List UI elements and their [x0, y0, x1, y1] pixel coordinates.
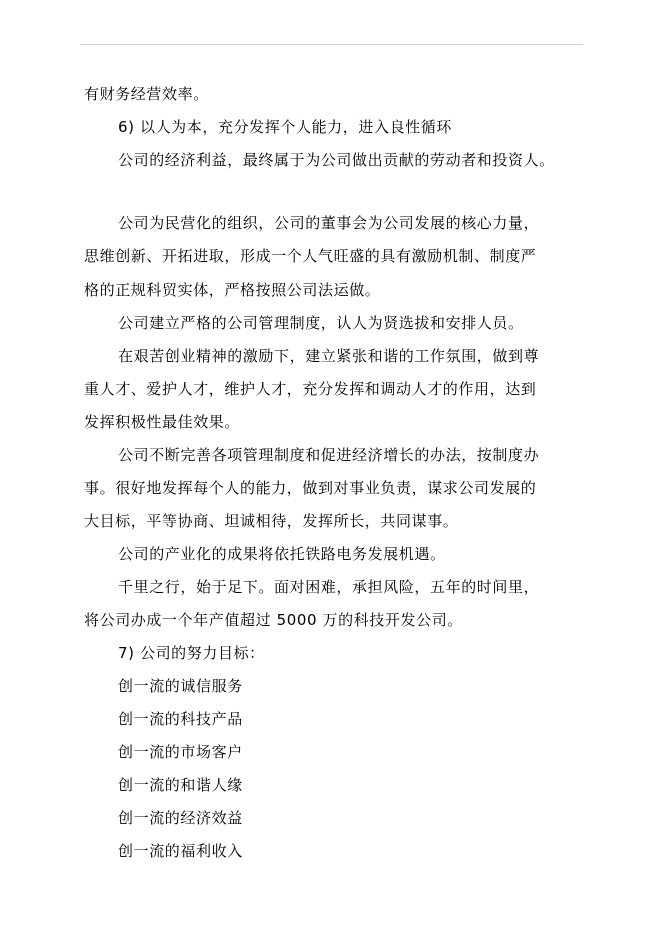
text-line-23: 创一流的福利收入: [118, 842, 243, 860]
header-rule: [80, 44, 583, 45]
text-line-6: 格的正规科贸实体，严格按照公司法运做。: [84, 281, 381, 299]
text-line-15: 千里之行，始于足下。面对困难，承担风险，五年的时间里，: [118, 578, 540, 596]
text-line-1: 有财务经营效率。: [84, 85, 209, 103]
text-line-14: 公司的产业化的成果将依托铁路电务发展机遇。: [118, 545, 446, 563]
text-line-3: 公司的经济利益，最终属于为公司做出贡献的劳动者和投资人。: [118, 151, 555, 169]
text-line-22: 创一流的经济效益: [118, 809, 243, 827]
text-line-8: 在艰苦创业精神的激励下，建立紧张和谐的工作氛围，做到尊: [118, 347, 540, 365]
text-line-2: 6) 以人为本，充分发挥个人能力，进入良性循环: [118, 118, 452, 136]
text-line-21: 创一流的和谐人缘: [118, 776, 243, 794]
text-line-7: 公司建立严格的公司管理制度，认人为贤选拔和安排人员。: [118, 314, 524, 332]
text-line-4: 公司为民营化的组织，公司的董事会为公司发展的核心力量，: [118, 214, 540, 232]
text-line-9: 重人才、爱护人才，维护人才，充分发挥和调动人才的作用，达到: [84, 380, 537, 398]
text-line-12: 事。很好地发挥每个人的能力，做到对事业负责，谋求公司发展的: [84, 479, 537, 497]
text-line-17: 7) 公司的努力目标：: [118, 644, 265, 662]
text-line-20: 创一流的市场客户: [118, 743, 243, 761]
text-line-18: 创一流的诚信服务: [118, 677, 243, 695]
text-line-16: 将公司办成一个年产值超过 5000 万的科技开发公司。: [84, 611, 463, 629]
text-line-11: 公司不断完善各项管理制度和促进经济增长的办法，按制度办: [118, 446, 540, 464]
text-line-10: 发挥积极性最佳效果。: [84, 413, 241, 431]
text-line-19: 创一流的科技产品: [118, 710, 243, 728]
text-line-13: 大目标，平等协商、坦诚相待，发挥所长，共同谋事。: [84, 512, 459, 530]
text-line-5: 思维创新、开拓进取，形成一个人气旺盛的具有激励机制、制度严: [84, 247, 537, 265]
